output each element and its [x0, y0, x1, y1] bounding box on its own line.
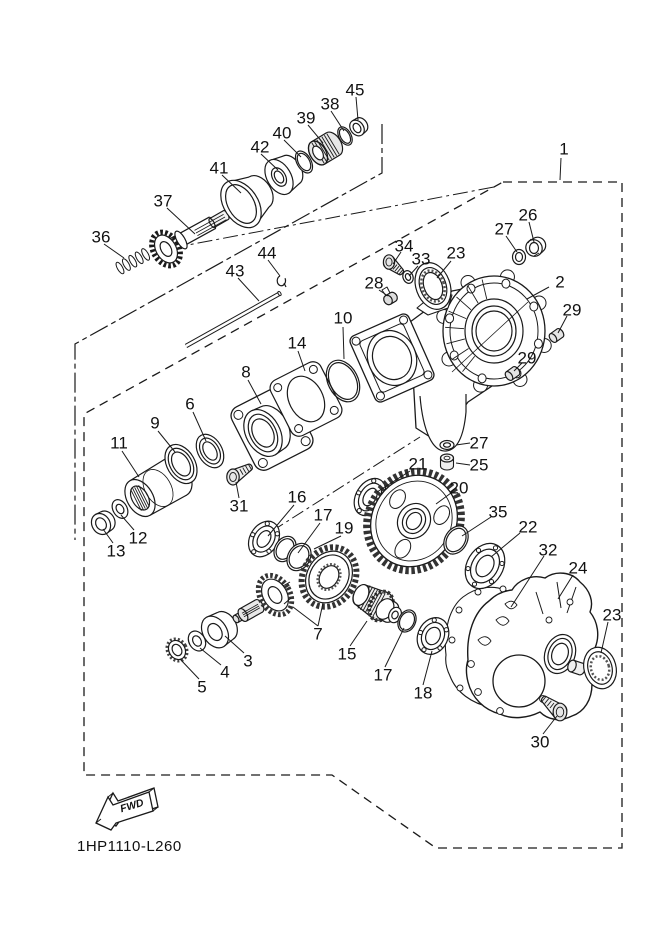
callout-30: 30	[530, 732, 550, 752]
callout-26: 26	[518, 205, 538, 225]
leader-25	[456, 463, 470, 465]
callout-13: 13	[106, 541, 126, 561]
callout-10: 10	[333, 308, 353, 328]
callout-34: 34	[394, 236, 414, 256]
callout-7: 7	[313, 624, 323, 644]
leader-35	[462, 517, 491, 536]
callout-17b: 17	[373, 665, 393, 685]
callout-16: 16	[287, 487, 307, 507]
callout-8: 8	[241, 362, 251, 382]
part-drive-shaft-37	[146, 210, 230, 271]
leader-40	[284, 140, 301, 157]
callout-9: 9	[150, 413, 160, 433]
callout-27b: 27	[469, 433, 489, 453]
leader-4	[200, 648, 221, 665]
fwd-arrow	[96, 788, 158, 830]
part-washer-27a	[513, 250, 526, 265]
callout-33: 33	[411, 249, 431, 269]
leader-1	[560, 158, 561, 180]
part-plug-26	[523, 234, 549, 260]
leader-5	[180, 659, 199, 679]
callout-35: 35	[488, 502, 508, 522]
part-bevel-gear-pair-7	[232, 569, 299, 623]
part-shift-rod-43	[186, 291, 282, 346]
callout-22: 22	[518, 517, 538, 537]
callout-32: 32	[538, 540, 558, 560]
fwd-label: FWD	[118, 796, 146, 816]
callout-23b: 23	[602, 605, 622, 625]
callout-19: 19	[334, 518, 354, 538]
callout-3: 3	[243, 651, 253, 671]
callout-1: 1	[559, 139, 569, 159]
part-clip-44	[277, 276, 286, 287]
callout-42: 42	[250, 137, 270, 157]
callout-29a: 29	[562, 300, 582, 320]
callout-17a: 17	[313, 505, 333, 525]
callout-44: 44	[257, 243, 277, 263]
callout-24: 24	[568, 558, 588, 578]
part-nut-5	[163, 635, 191, 664]
leader-11	[122, 451, 139, 477]
callout-2: 2	[555, 272, 565, 292]
callout-40: 40	[272, 123, 292, 143]
callout-11: 11	[110, 433, 128, 453]
part-bolt-34	[381, 254, 404, 276]
callout-36: 36	[91, 227, 111, 247]
leader-15	[350, 621, 367, 646]
leader-10	[343, 327, 344, 359]
leader-43	[238, 278, 259, 301]
callout-14: 14	[287, 333, 307, 353]
leader-37	[167, 208, 195, 234]
part-plug-25	[441, 454, 454, 470]
callout-37: 37	[153, 191, 173, 211]
leader-38	[331, 111, 344, 131]
callout-25: 25	[469, 455, 489, 475]
leader-18	[423, 651, 432, 685]
part-middle-gear-20	[348, 454, 479, 589]
leader-7	[293, 607, 318, 626]
drawing-code: 1HP1110-L260	[77, 838, 182, 855]
leader-16	[268, 505, 294, 536]
callout-23a: 23	[446, 243, 466, 263]
callout-6: 6	[185, 394, 195, 414]
part-pinion-gear-15	[350, 582, 404, 626]
leader-45	[356, 97, 358, 120]
callout-15: 15	[337, 644, 357, 664]
callout-38: 38	[320, 94, 340, 114]
callout-27a: 27	[494, 219, 514, 239]
callout-12: 12	[128, 528, 148, 548]
part-washer-27b	[440, 441, 454, 450]
callout-28: 28	[364, 273, 384, 293]
callout-41: 41	[209, 158, 229, 178]
callout-39: 39	[296, 108, 316, 128]
part-spring-36	[114, 247, 151, 274]
part-bolt-31	[225, 463, 254, 486]
callout-5: 5	[197, 677, 207, 697]
callout-21: 21	[408, 454, 428, 474]
callout-31: 31	[229, 496, 249, 516]
callout-29b: 29	[517, 348, 537, 368]
callout-45: 45	[345, 80, 365, 100]
callout-43: 43	[225, 261, 245, 281]
callout-18: 18	[413, 683, 433, 703]
leader-17b	[385, 628, 404, 667]
callout-20: 20	[449, 478, 469, 498]
callout-4: 4	[220, 662, 230, 682]
part-breather-28	[382, 287, 399, 306]
